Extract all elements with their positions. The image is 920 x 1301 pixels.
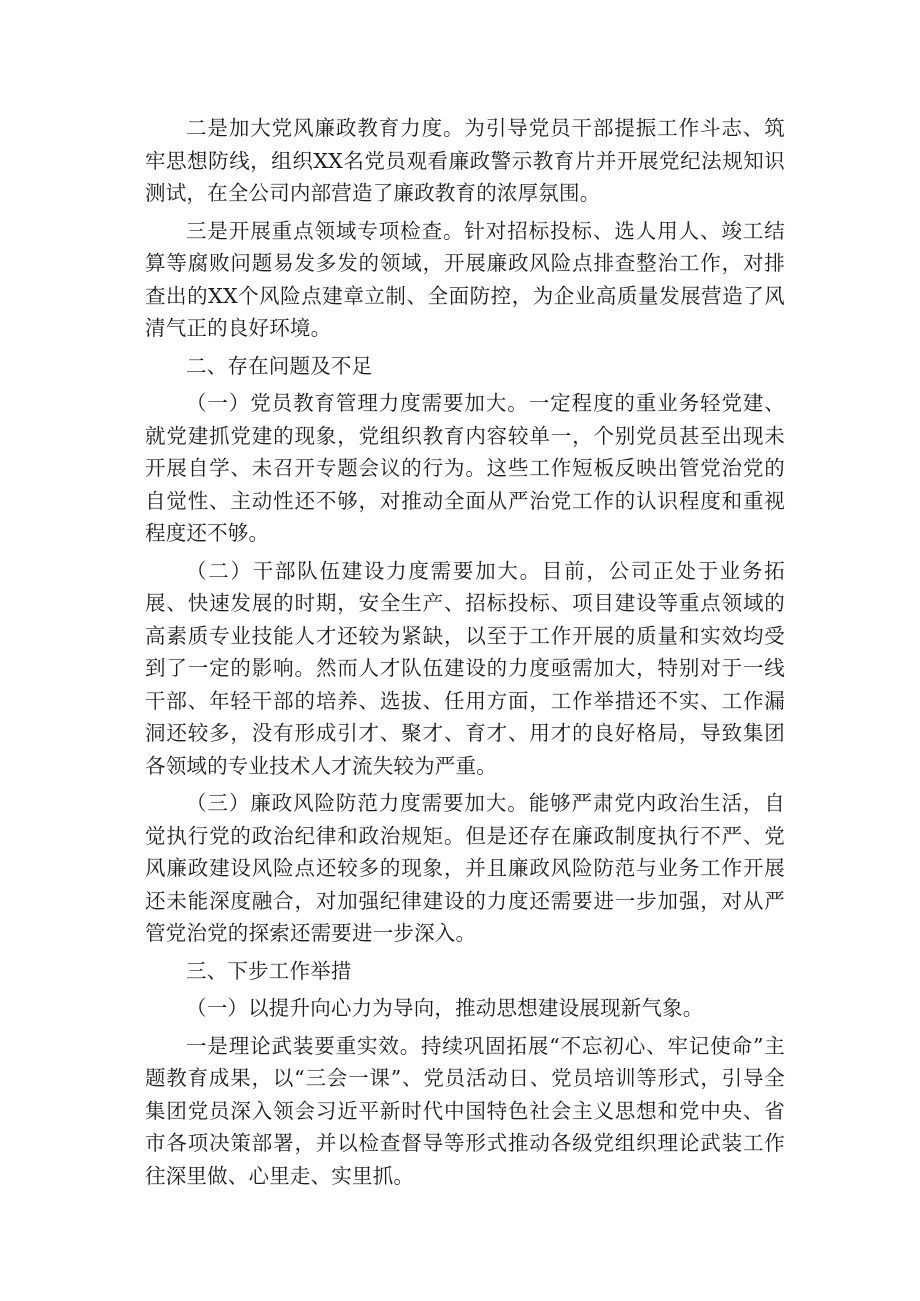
paragraph-theory: 一是理论武装要重实效。持续巩固拓展“不忘初心、牢记使命”主题教育成果，以“三会一课”、党员活动日、党员培训等形式，引导全集团党员深入领会习近平新时代中国特色社会主义思想和党中央、省市各项决策部署，并以检查督导等形式推动各级党组织理论武装工作往深里做、心里走、实里抓。 — [145, 1033, 785, 1188]
section-heading-problems: 二、存在问题及不足 — [186, 353, 373, 378]
paragraph-inspection: 三是开展重点领域专项检查。针对招标投标、选人用人、竣工结算等腐败问题易发多发的领域，开展廉政风险点排查整治工作，对排查出的XX个风险点建章立制、全面防控，为企业高质量发展营造了风清气正的良好环境。 — [145, 218, 785, 340]
section-heading-next-steps: 三、下步工作举措 — [186, 958, 352, 983]
paragraph-problem-1: （一）党员教育管理力度需要加大。一定程度的重业务轻党建、就党建抓党建的现象，党组织教育内容较单一，个别党员甚至出现未开展自学、未召开专题会议的行为。这些工作短板反映出管党治党的自觉性、主动性还不够，对推动全面从严治党工作的认识程度和重视程度还不够。 — [145, 391, 785, 545]
paragraph-education: 二是加大党风廉政教育力度。为引导党员干部提振工作斗志、筑牢思想防线，组织XX名党员观看廉政警示教育片并开展党纪法规知识测试，在全公司内部营造了廉政教育的浓厚氛围。 — [145, 116, 785, 205]
paragraph-problem-2: （二）干部队伍建设力度需要加大。目前，公司正处于业务拓展、快速发展的时期，安全生产、招标投标、项目建设等重点领域的高素质专业技能人才还较为紧缺，以至于工作开展的质量和实效均受到了一定的影响。然而人才队伍建设的力度亟需加大，特别对于一线干部、年轻干部的培养、选拔、任用方面，工作举措还不实、工作漏洞还较多，没有形成引才、聚才、育才、用才的良好格局，导致集团各领域的专业技术人才流失较为严重。 — [145, 558, 785, 778]
subheading-next-step-1: （一）以提升向心力为导向，推动思想建设展现新气象。 — [186, 996, 704, 1020]
document-body — [145, 112, 785, 1192]
paragraph-problem-3: （三）廉政风险防范力度需要加大。能够严肃党内政治生活，自觉执行党的政治纪律和政治规矩。但是还存在廉政制度执行不严、党风廉政建设风险点还较多的现象，并且廉政风险防范与业务工作开展还未能深度融合，对加强纪律建设的力度还需要进一步加强，对从严管党治党的探索还需要进一步深入。 — [145, 791, 785, 945]
